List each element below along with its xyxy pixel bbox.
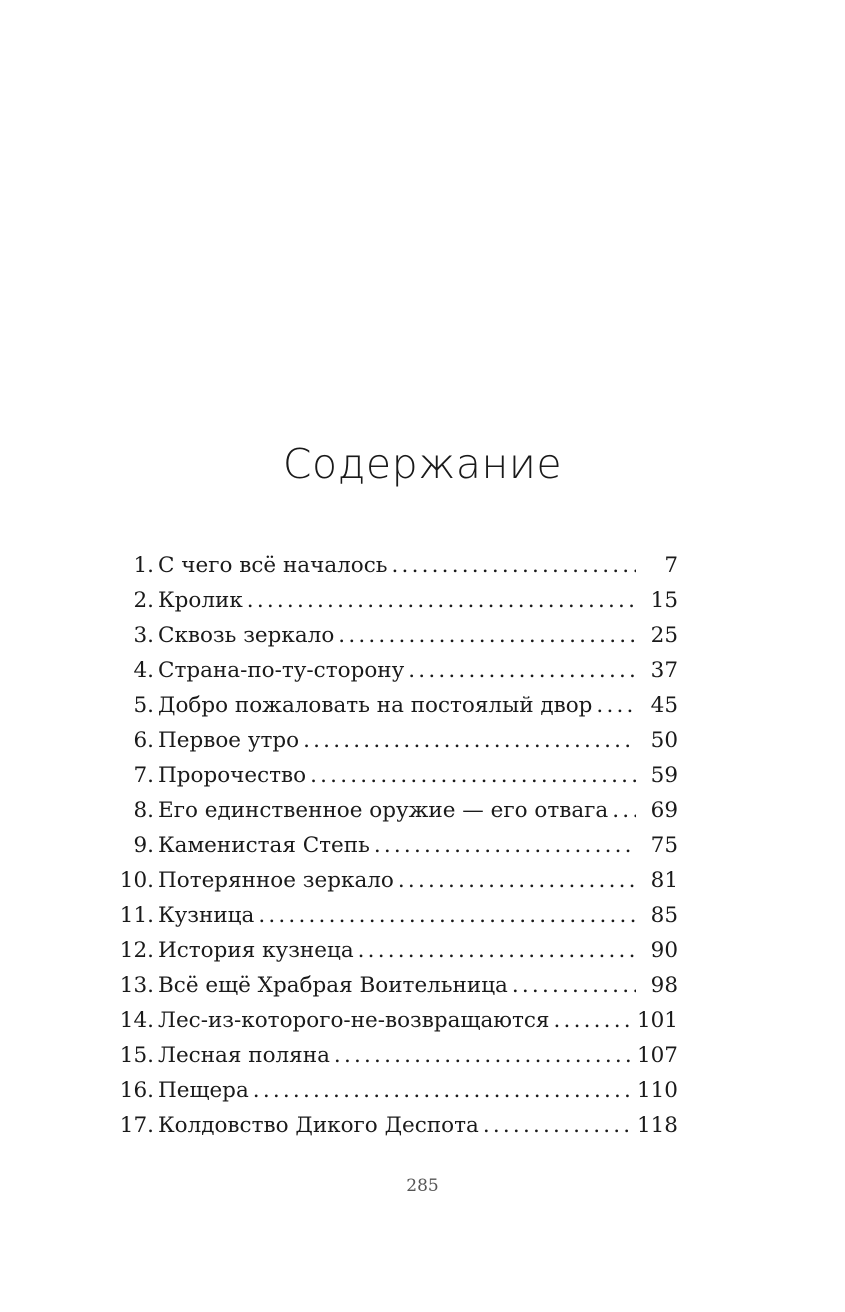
toc-entry-number: 5.	[133, 693, 154, 718]
dot-leader	[596, 688, 636, 723]
dot-leader	[334, 1038, 631, 1073]
toc-entry-number: 2.	[133, 588, 154, 613]
toc-entry-page: 7	[664, 553, 678, 578]
toc-entry-number: 13.	[119, 973, 154, 998]
toc-entry-number: 10.	[119, 868, 154, 893]
toc-entry	[118, 793, 678, 828]
table-of-contents	[118, 548, 678, 1143]
toc-entry	[118, 1003, 678, 1038]
toc-entry-number: 7.	[133, 763, 154, 788]
toc-entry-number: 14.	[119, 1008, 154, 1033]
toc-entry-number: 9.	[133, 833, 154, 858]
toc-entry	[118, 688, 678, 723]
toc-entry	[118, 1108, 678, 1143]
toc-entry-number: 17.	[119, 1113, 154, 1138]
toc-entry	[118, 898, 678, 933]
toc-entry-title: Добро пожаловать на постоялый двор	[158, 693, 593, 718]
toc-entry	[118, 1073, 678, 1108]
toc-entry-number: 1.	[133, 553, 154, 578]
toc-entry	[118, 723, 678, 758]
toc-entry-number: 11.	[119, 903, 154, 928]
toc-entry-page: 98	[650, 973, 678, 998]
dot-leader	[338, 618, 636, 653]
toc-entry-page: 85	[650, 903, 678, 928]
toc-entry	[118, 1038, 678, 1073]
toc-entry	[118, 583, 678, 618]
toc-entry-number: 6.	[133, 728, 154, 753]
dot-leader	[483, 1108, 631, 1143]
toc-entry-title: Колдовство Дикого Деспота	[158, 1113, 479, 1138]
toc-entry-page: 45	[650, 693, 678, 718]
toc-entry-page: 107	[636, 1043, 678, 1068]
page-number: 285	[406, 1176, 439, 1196]
toc-entry-page: 101	[636, 1008, 678, 1033]
toc-entry-title: Кролик	[158, 588, 243, 613]
toc-entry-title: Страна-по-ту-сторону	[158, 658, 405, 683]
dot-leader	[398, 863, 636, 898]
toc-entry-number: 3.	[133, 623, 154, 648]
toc-entry-number: 4.	[133, 658, 154, 683]
dot-leader	[408, 653, 636, 688]
toc-entry-page: 90	[650, 938, 678, 963]
toc-entry-page: 75	[650, 833, 678, 858]
toc-entry-title: Потерянное зеркало	[158, 868, 394, 893]
page-title: Содержание	[282, 440, 563, 488]
toc-entry-page: 37	[650, 658, 678, 683]
dot-leader	[374, 828, 636, 863]
toc-entry	[118, 653, 678, 688]
dot-leader	[303, 723, 636, 758]
dot-leader	[554, 1003, 631, 1038]
dot-leader	[258, 898, 636, 933]
toc-entry-number: 12.	[119, 938, 154, 963]
toc-entry-page: 69	[650, 798, 678, 823]
dot-leader	[512, 968, 636, 1003]
toc-entry-page: 25	[650, 623, 678, 648]
dot-leader	[392, 548, 637, 583]
toc-entry-title: Лес-из-которого-не-возвращаются	[158, 1008, 550, 1033]
toc-entry-title: Кузница	[158, 903, 255, 928]
toc-entry-title: Пророчество	[158, 763, 307, 788]
dot-leader	[612, 793, 636, 828]
dot-leader	[310, 758, 636, 793]
toc-entry-number: 15.	[119, 1043, 154, 1068]
toc-entry	[118, 933, 678, 968]
dot-leader	[358, 933, 636, 968]
toc-entry-page: 81	[650, 868, 678, 893]
toc-entry-title: Первое утро	[158, 728, 300, 753]
toc-entry	[118, 548, 678, 583]
toc-entry	[118, 758, 678, 793]
toc-entry	[118, 618, 678, 653]
toc-entry-title: Всё ещё Храбрая Воительница	[158, 973, 508, 998]
toc-entry-number: 16.	[119, 1078, 154, 1103]
dot-leader	[253, 1073, 631, 1108]
toc-entry-title: Лесная поляна	[158, 1043, 330, 1068]
toc-entry-title: Пещера	[158, 1078, 249, 1103]
toc-entry-page: 15	[650, 588, 678, 613]
toc-entry-page: 59	[650, 763, 678, 788]
toc-entry-title: История кузнеца	[158, 938, 354, 963]
toc-entry-title: С чего всё началось	[158, 553, 388, 578]
toc-entry-title: Его единственное оружие — его отвага	[158, 798, 609, 823]
dot-leader	[247, 583, 636, 618]
toc-entry	[118, 828, 678, 863]
toc-entry-page: 118	[636, 1113, 678, 1138]
toc-entry	[118, 968, 678, 1003]
toc-entry-page: 50	[650, 728, 678, 753]
toc-entry	[118, 863, 678, 898]
toc-entry-title: Каменистая Степь	[158, 833, 370, 858]
toc-entry-number: 8.	[133, 798, 154, 823]
toc-entry-title: Сквозь зеркало	[158, 623, 335, 648]
toc-entry-page: 110	[636, 1078, 678, 1103]
